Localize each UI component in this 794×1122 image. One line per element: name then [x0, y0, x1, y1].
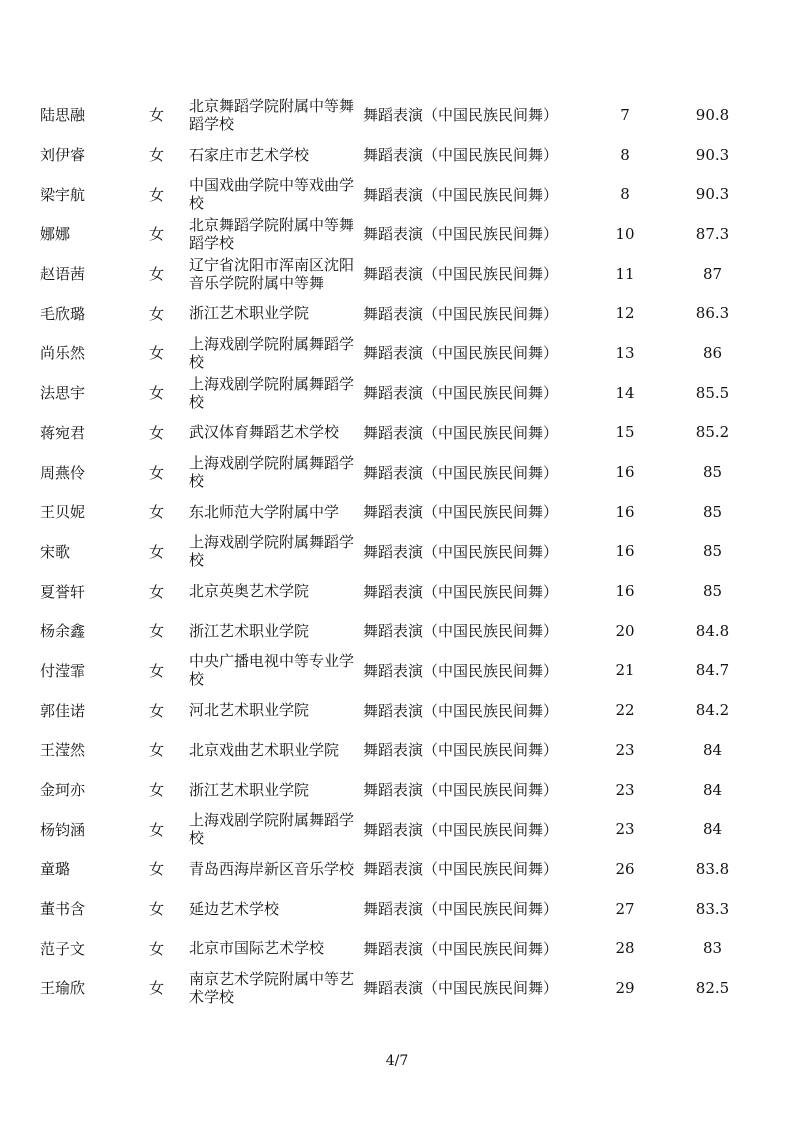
- score-value: 90.3: [695, 145, 730, 164]
- major-name: 舞蹈表演（中国民族民间舞）: [363, 582, 559, 601]
- student-name: 法思宇: [40, 384, 86, 403]
- table-row: [0, 651, 794, 691]
- student-gender: 女: [149, 106, 165, 125]
- score-value: 83.3: [695, 899, 730, 918]
- score-value: 84.8: [695, 621, 730, 640]
- table-row: [0, 889, 794, 929]
- student-name: 梁宇航: [40, 185, 86, 204]
- student-gender: 女: [149, 423, 165, 442]
- major-name: 舞蹈表演（中国民族民间舞）: [363, 741, 559, 760]
- rank-value: 23: [615, 780, 635, 799]
- student-gender: 女: [149, 820, 165, 839]
- rank-value: 16: [615, 582, 635, 601]
- school-name: 浙江艺术职业学院: [189, 304, 310, 323]
- student-name: 范子文: [40, 939, 86, 958]
- school-name: 南京艺术学院附属中等艺术学校: [189, 969, 355, 1006]
- school-name: 北京舞蹈学院附属中等舞蹈学校: [189, 96, 355, 133]
- rank-value: 8: [620, 185, 630, 204]
- student-gender: 女: [149, 542, 165, 561]
- score-value: 84.7: [695, 661, 730, 680]
- major-name: 舞蹈表演（中国民族民间舞）: [363, 146, 559, 165]
- score-value: 90.3: [695, 185, 730, 204]
- student-name: 周燕伶: [40, 463, 86, 482]
- student-gender: 女: [149, 146, 165, 165]
- score-value: 84: [702, 740, 723, 759]
- table-row: [0, 174, 794, 214]
- school-name: 上海戏剧学院附属舞蹈学校: [189, 533, 355, 570]
- student-gender: 女: [149, 185, 165, 204]
- table-row: [0, 809, 794, 849]
- score-value: 85: [702, 582, 723, 601]
- student-gender: 女: [149, 741, 165, 760]
- major-name: 舞蹈表演（中国民族民间舞）: [363, 900, 559, 919]
- score-value: 84: [702, 820, 723, 839]
- student-gender: 女: [149, 979, 165, 998]
- school-name: 上海戏剧学院附属舞蹈学校: [189, 811, 355, 848]
- major-name: 舞蹈表演（中国民族民间舞）: [363, 384, 559, 403]
- table-row: [0, 214, 794, 254]
- score-value: 85.2: [695, 423, 730, 442]
- score-value: 83: [702, 939, 723, 958]
- rank-value: 20: [615, 621, 635, 640]
- rank-value: 23: [615, 740, 635, 759]
- school-name: 辽宁省沈阳市浑南区沈阳音乐学院附属中等舞: [189, 255, 355, 292]
- student-gender: 女: [149, 344, 165, 363]
- table-row: [0, 373, 794, 413]
- school-name: 北京戏曲艺术职业学院: [189, 740, 340, 759]
- major-name: 舞蹈表演（中国民族民间舞）: [363, 344, 559, 363]
- rank-value: 8: [620, 145, 630, 164]
- table-row: [0, 928, 794, 968]
- rank-value: 16: [615, 502, 635, 521]
- score-value: 85.5: [695, 383, 730, 402]
- school-name: 浙江艺术职业学院: [189, 621, 310, 640]
- school-name: 延边艺术学校: [189, 899, 280, 918]
- school-name: 河北艺术职业学院: [189, 701, 310, 720]
- table-row: [0, 770, 794, 810]
- major-name: 舞蹈表演（中国民族民间舞）: [363, 463, 559, 482]
- major-name: 舞蹈表演（中国民族民间舞）: [363, 661, 559, 680]
- school-name: 中国戏曲学院中等戏曲学校: [189, 176, 355, 213]
- table-row: [0, 135, 794, 175]
- student-gender: 女: [149, 781, 165, 800]
- score-value: 83.8: [695, 859, 730, 878]
- student-gender: 女: [149, 939, 165, 958]
- results-table: [0, 95, 794, 1008]
- major-name: 舞蹈表演（中国民族民间舞）: [363, 820, 559, 839]
- score-value: 86.3: [695, 304, 730, 323]
- table-row: [0, 95, 794, 135]
- major-name: 舞蹈表演（中国民族民间舞）: [363, 860, 559, 879]
- student-name: 王瑜欣: [40, 979, 86, 998]
- major-name: 舞蹈表演（中国民族民间舞）: [363, 185, 559, 204]
- page-number: 4/7: [385, 1053, 409, 1069]
- student-gender: 女: [149, 384, 165, 403]
- rank-value: 21: [615, 661, 635, 680]
- student-name: 王滢然: [40, 741, 86, 760]
- table-row: [0, 571, 794, 611]
- table-row: [0, 849, 794, 889]
- student-name: 夏誉轩: [40, 582, 86, 601]
- rank-value: 14: [615, 383, 635, 402]
- school-name: 中央广播电视中等专业学校: [189, 652, 355, 689]
- major-name: 舞蹈表演（中国民族民间舞）: [363, 225, 559, 244]
- major-name: 舞蹈表演（中国民族民间舞）: [363, 503, 559, 522]
- major-name: 舞蹈表演（中国民族民间舞）: [363, 939, 559, 958]
- student-name: 董书含: [40, 900, 86, 919]
- rank-value: 13: [615, 343, 635, 362]
- score-value: 87: [702, 264, 723, 283]
- student-gender: 女: [149, 900, 165, 919]
- score-value: 90.8: [695, 105, 730, 124]
- rank-value: 28: [615, 939, 635, 958]
- table-row: [0, 254, 794, 294]
- rank-value: 10: [615, 224, 635, 243]
- major-name: 舞蹈表演（中国民族民间舞）: [363, 781, 559, 800]
- student-gender: 女: [149, 265, 165, 284]
- major-name: 舞蹈表演（中国民族民间舞）: [363, 106, 559, 125]
- rank-value: 16: [615, 463, 635, 482]
- school-name: 石家庄市艺术学校: [189, 145, 310, 164]
- student-name: 赵语茜: [40, 265, 86, 284]
- major-name: 舞蹈表演（中国民族民间舞）: [363, 622, 559, 641]
- score-value: 84: [702, 780, 723, 799]
- table-row: [0, 690, 794, 730]
- rank-value: 7: [620, 105, 630, 124]
- student-gender: 女: [149, 503, 165, 522]
- student-gender: 女: [149, 225, 165, 244]
- score-value: 85: [702, 463, 723, 482]
- rank-value: 26: [615, 859, 635, 878]
- rank-value: 11: [615, 264, 635, 283]
- table-row: [0, 611, 794, 651]
- score-value: 84.2: [695, 701, 730, 720]
- student-name: 王贝妮: [40, 503, 86, 522]
- student-name: 付滢霏: [40, 661, 86, 680]
- student-name: 娜娜: [40, 225, 71, 244]
- student-gender: 女: [149, 304, 165, 323]
- major-name: 舞蹈表演（中国民族民间舞）: [363, 304, 559, 323]
- table-row: [0, 730, 794, 770]
- student-name: 陆思融: [40, 106, 86, 125]
- school-name: 上海戏剧学院附属舞蹈学校: [189, 334, 355, 371]
- student-name: 尚乐然: [40, 344, 86, 363]
- student-gender: 女: [149, 860, 165, 879]
- major-name: 舞蹈表演（中国民族民间舞）: [363, 265, 559, 284]
- major-name: 舞蹈表演（中国民族民间舞）: [363, 701, 559, 720]
- rank-value: 29: [615, 978, 635, 997]
- table-row: [0, 413, 794, 453]
- table-row: [0, 532, 794, 572]
- table-row: [0, 333, 794, 373]
- rank-value: 16: [615, 542, 635, 561]
- rank-value: 27: [615, 899, 635, 918]
- student-name: 童璐: [40, 860, 71, 879]
- school-name: 东北师范大学附属中学: [189, 502, 340, 521]
- student-name: 刘伊睿: [40, 146, 86, 165]
- table-row: [0, 492, 794, 532]
- score-value: 82.5: [695, 978, 730, 997]
- student-name: 金珂亦: [40, 781, 86, 800]
- student-gender: 女: [149, 701, 165, 720]
- student-name: 毛欣璐: [40, 304, 86, 323]
- student-gender: 女: [149, 463, 165, 482]
- table-row: [0, 293, 794, 333]
- school-name: 青岛西海岸新区音乐学校: [189, 859, 355, 878]
- major-name: 舞蹈表演（中国民族民间舞）: [363, 979, 559, 998]
- school-name: 浙江艺术职业学院: [189, 780, 310, 799]
- rank-value: 23: [615, 820, 635, 839]
- score-value: 86: [702, 343, 723, 362]
- student-name: 杨余鑫: [40, 622, 86, 641]
- score-value: 85: [702, 502, 723, 521]
- student-gender: 女: [149, 622, 165, 641]
- table-row: [0, 452, 794, 492]
- school-name: 北京舞蹈学院附属中等舞蹈学校: [189, 215, 355, 252]
- student-name: 杨钧涵: [40, 820, 86, 839]
- major-name: 舞蹈表演（中国民族民间舞）: [363, 423, 559, 442]
- major-name: 舞蹈表演（中国民族民间舞）: [363, 542, 559, 561]
- score-value: 85: [702, 542, 723, 561]
- rank-value: 12: [615, 304, 635, 323]
- school-name: 北京市国际艺术学校: [189, 939, 325, 958]
- school-name: 上海戏剧学院附属舞蹈学校: [189, 374, 355, 411]
- score-value: 87.3: [695, 224, 730, 243]
- school-name: 武汉体育舞蹈艺术学校: [189, 423, 340, 442]
- student-name: 蒋宛君: [40, 423, 86, 442]
- school-name: 上海戏剧学院附属舞蹈学校: [189, 454, 355, 491]
- rank-value: 15: [615, 423, 635, 442]
- student-name: 郭佳诺: [40, 701, 86, 720]
- student-name: 宋歌: [40, 542, 71, 561]
- student-gender: 女: [149, 582, 165, 601]
- school-name: 北京英奥艺术学院: [189, 582, 310, 601]
- student-gender: 女: [149, 661, 165, 680]
- table-row: [0, 968, 794, 1008]
- rank-value: 22: [615, 701, 635, 720]
